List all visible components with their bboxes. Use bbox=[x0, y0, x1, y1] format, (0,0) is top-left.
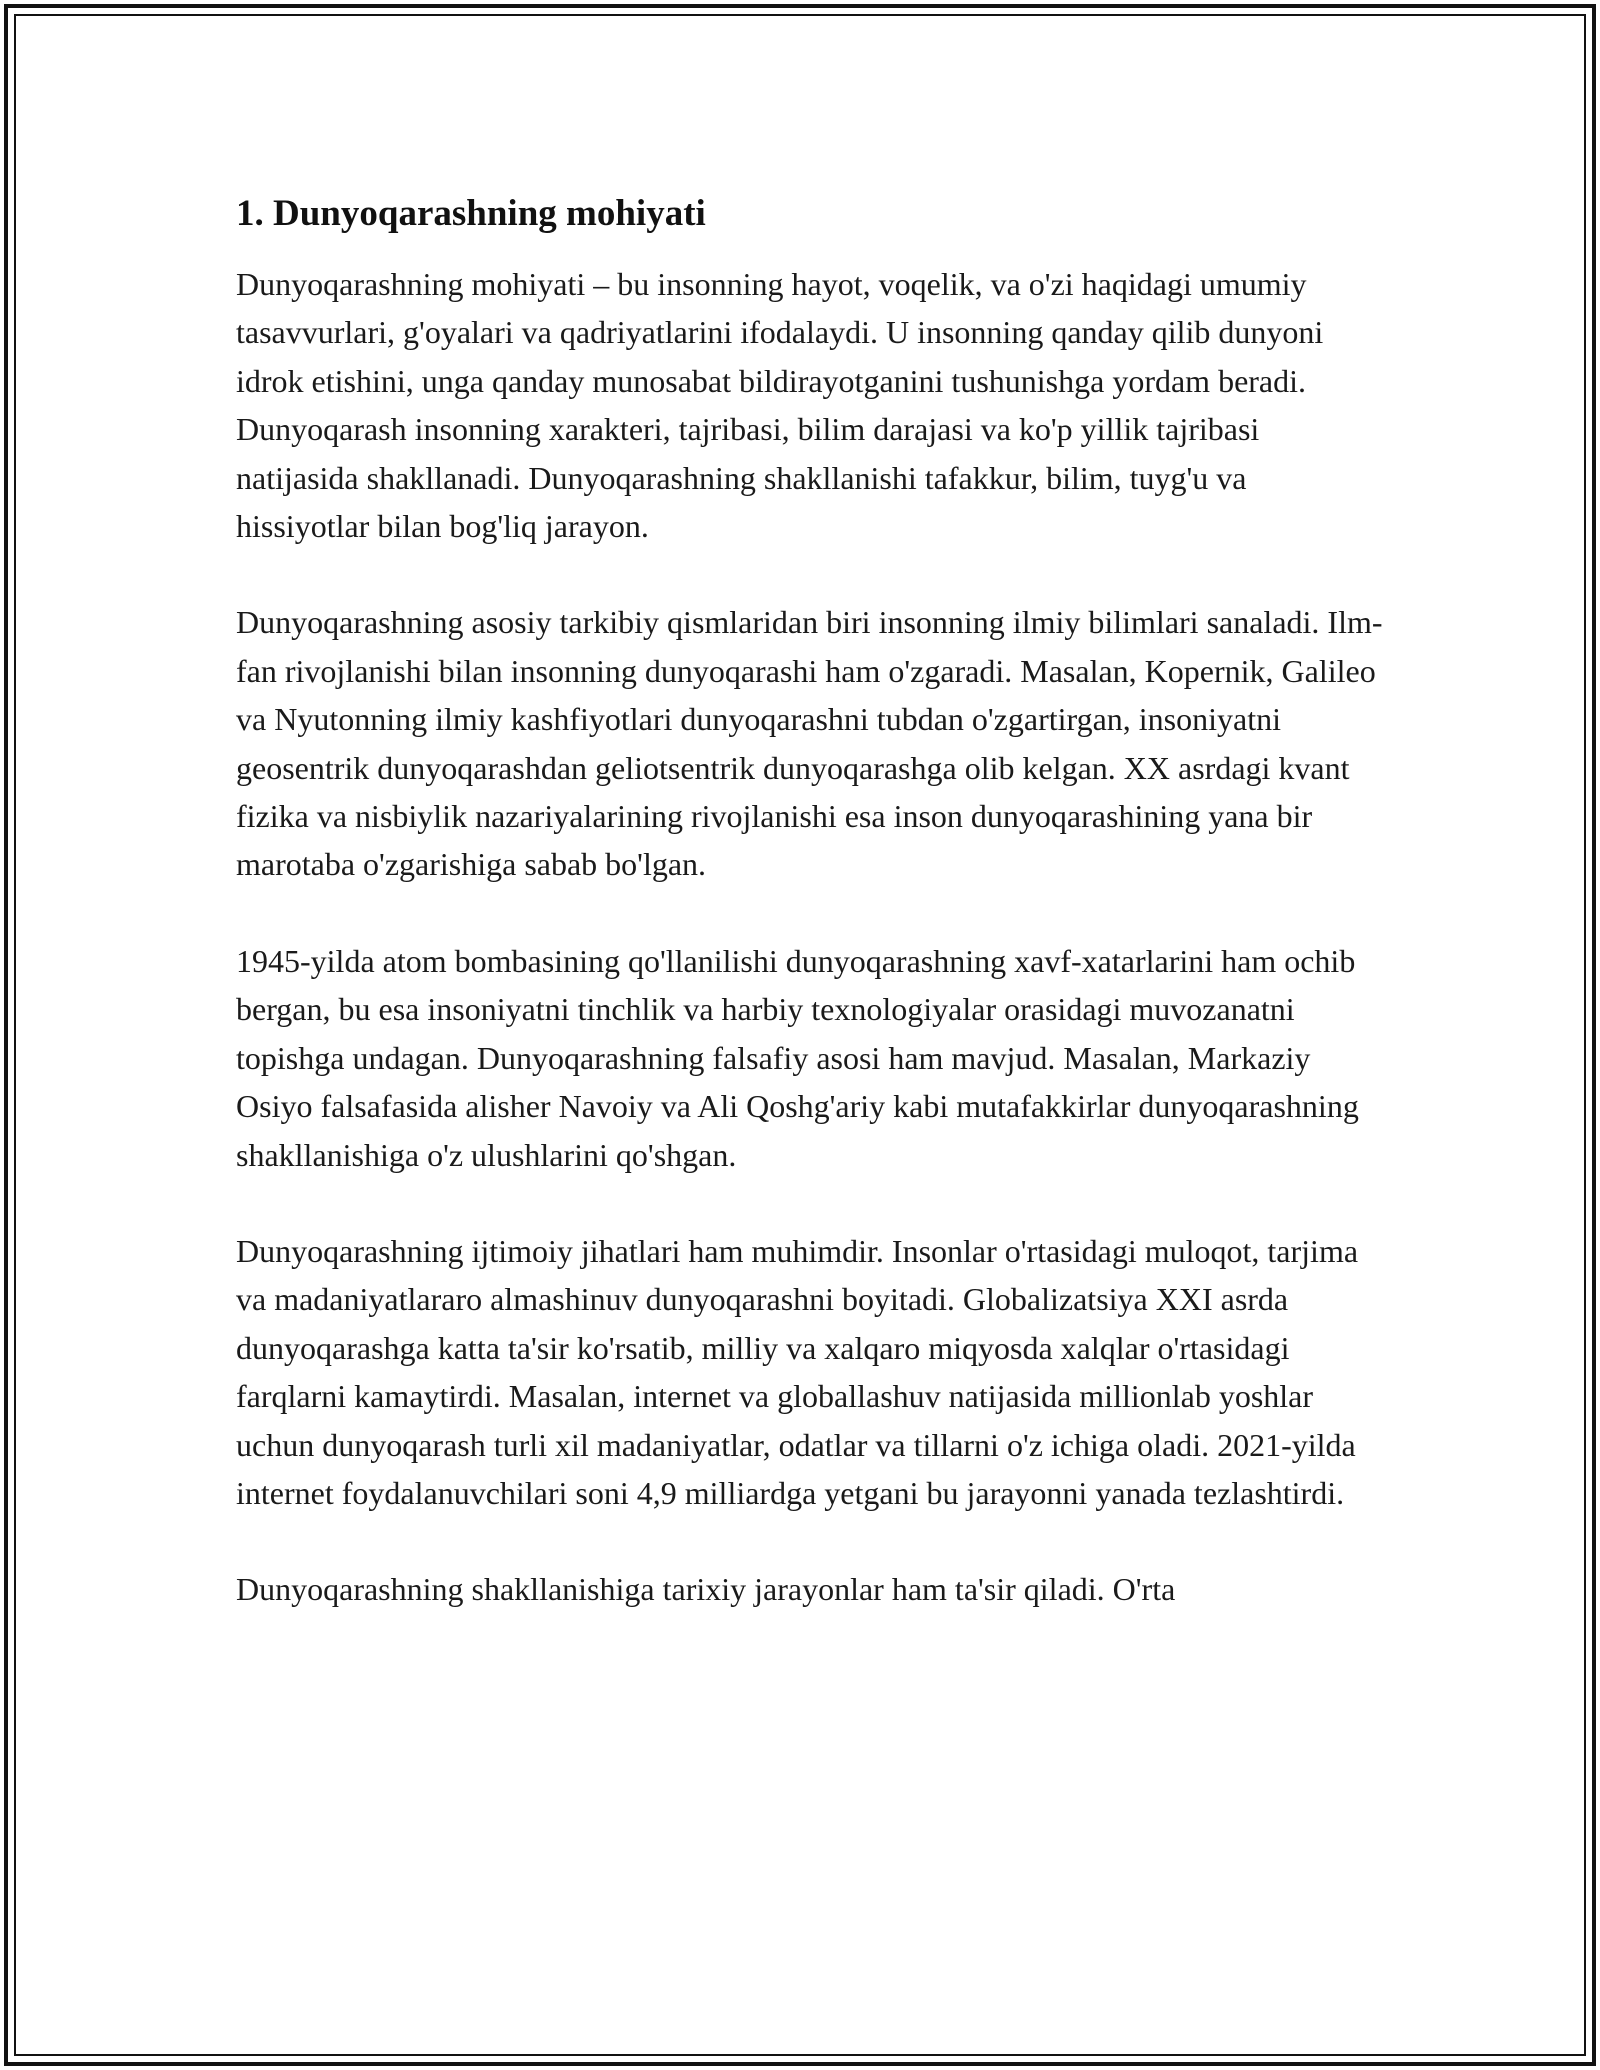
paragraph-3: 1945-yilda atom bombasining qo'llanilishi dunyoqarashning xavf-xatarlarini ham ochib bergan, bu esa insoniyatni tinchlik va harbiy texnologiyalar orasidagi muvozanatni topishga undagan. Dunyoqarashning falsafiy asosi ham mavjud. Masalan, Markaziy Osiyo falsafasida alisher Navoiy va Ali Qoshg'ariy kabi mutafakkirlar dunyoqarashning shakllanishiga o'z ulushlarini qo'shgan. bbox=[236, 942, 1359, 1173]
paragraph-1: Dunyoqarashning mohiyati – bu insonning hayot, voqelik, va o'zi haqidagi umumiy tasavvurlari, g'oyalari va qadriyatlarini ifodalaydi. U insonning qanday qilib dunyoni idrok etishini, unga qanday munosabat bildirayotganini tushunishga yordam beradi. Dunyoqarash insonning xarakteri, tajribasi, bilim darajasi va ko'p yillik tajribasi natijasida shakllanadi. Dunyoqarashning shakllanishi tafakkur, bilim, tuyg'u va hissiyotlar bilan bog'liq jarayon. bbox=[236, 266, 1324, 545]
section-heading: 1. Dunyoqarashning mohiyati bbox=[236, 193, 706, 234]
paragraph-2: Dunyoqarashning asosiy tarkibiy qismlaridan biri insonning ilmiy bilimlari sanaladi. Ilm-fan rivojlanishi bilan insonning dunyoqarashi ham o'zgaradi. Masalan, Kopernik, Galileo va Nyutonning ilmiy kashfiyotlari dunyoqarashni tubdan o'zgartirgan, insoniyatni geosentrik dunyoqarashdan geliotsentrik dunyoqarashga olib kelgan. XX asrdagi kvant fizika va nisbiylik nazariyalarining rivojlanishi esa inson dunyoqarashining yana bir marotaba o'zgarishiga sabab bo'lgan. bbox=[236, 604, 1383, 883]
document-body bbox=[236, 188, 1386, 1614]
paragraph-4: Dunyoqarashning ijtimoiy jihatlari ham muhimdir. Insonlar o'rtasidagi muloqot, tarjima va madaniyatlararo almashinuv dunyoqarashni boyitadi. Globalizatsiya XXI asrda dunyoqarashga katta ta'sir ko'rsatib, milliy va xalqaro miqyosda xalqlar o'rtasidagi farqlarni kamaytirdi. Masalan, internet va globallashuv natijasida millionlab yoshlar uchun dunyoqarash turli xil madaniyatlar, odatlar va tillarni o'z ichiga oladi. 2021-yilda internet foydalanuvchilari soni 4,9 milliardga yetgani bu jarayonni yanada tezlashtirdi. bbox=[236, 1232, 1359, 1511]
paragraph-5: Dunyoqarashning shakllanishiga tarixiy jarayonlar ham ta'sir qiladi. O'rta bbox=[236, 1571, 1176, 1608]
